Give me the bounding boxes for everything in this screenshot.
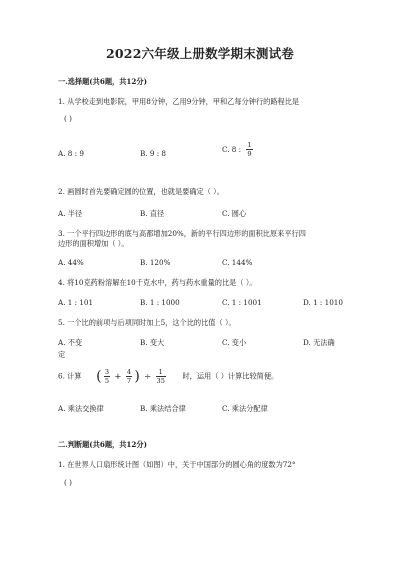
page-title: 2022六年级上册数学期末测试卷 [106, 46, 294, 61]
question-5-text: 5. 一个比的前项与后项同时加上5，这个比的比值（ ）。 [58, 318, 236, 327]
question-3-option-a: A. 44% [58, 258, 84, 267]
question-4-text: 4. 将10克药粉溶解在10千克水中，药与药水重量的比是（ ）。 [58, 278, 257, 287]
question-1-option-c [222, 141, 253, 158]
question-1-answer-blank: ( ) [64, 114, 72, 123]
fraction-denominator: 9 [247, 150, 252, 158]
fraction-denominator: 35 [156, 377, 165, 385]
question-6-suffix: 时，运用（ ）计算比较简便。 [182, 371, 279, 381]
question-4-option-d: D. 1 : 1010 [303, 298, 343, 307]
question-3-option-c: C. 144% [222, 258, 253, 267]
question-4-option-c: C. 1 : 1001 [222, 298, 262, 307]
question-5-option-c: C. 变小 [222, 338, 247, 347]
question-6-prefix: 6. 计算 [58, 371, 82, 381]
question-6-option-b: B. 乘法结合律 [140, 404, 186, 413]
question-6-fraction-3 [156, 368, 166, 385]
question-6-fraction-1 [104, 368, 110, 385]
fraction-numerator: 1 [247, 141, 252, 149]
fraction-numerator: 4 [126, 368, 132, 376]
question-6-option-c: C. 乘法分配律 [222, 404, 268, 413]
question-1-option-c-fraction [246, 141, 252, 158]
question-1-option-b: B. 9 : 8 [140, 149, 166, 158]
question-4-option-b: B. 1 : 1000 [140, 298, 180, 307]
question-6-option-a: A. 乘法交换律 [58, 404, 104, 413]
right-paren: ) [134, 368, 140, 385]
question-2-option-b: B. 直径 [140, 209, 165, 218]
question-4-option-a: A. 1 : 101 [58, 298, 94, 307]
question-5-option-b: B. 变大 [140, 338, 165, 347]
judge-question-1-answer-blank: ( ) [64, 478, 72, 487]
question-2-option-a: A. 半径 [58, 209, 83, 218]
section-heading-choice: 一.选择题(共6题，共12分) [58, 77, 147, 86]
question-3-text-line1: 3. 一个平行四边形的底与高都增加20%，新的平行四边形的面积比原来平行四 [58, 229, 306, 238]
question-6-text [58, 368, 278, 385]
question-5-option-d-line1: D. 无法确 [303, 338, 335, 347]
fraction-denominator: 7 [126, 377, 132, 385]
question-5-option-a: A. 不变 [58, 338, 83, 347]
question-6-fraction-2 [126, 368, 132, 385]
left-paren: ( [96, 368, 102, 385]
fraction-numerator: 1 [156, 368, 166, 377]
fraction-denominator: 5 [104, 377, 110, 385]
question-1-text: 1. 从学校走到电影院，甲用8分钟，乙用9分钟，甲和乙每分钟行的路程比是 [58, 97, 300, 106]
divide-sign: ÷ [144, 371, 152, 382]
question-5-option-d-line2: 定 [58, 350, 66, 359]
question-1-option-a: A. 8 : 9 [58, 149, 84, 158]
question-3-option-b: B. 120% [140, 258, 171, 267]
plus-sign: + [114, 371, 122, 382]
question-2-option-c: C. 圆心 [222, 209, 247, 218]
question-1-option-c-prefix: C. 8 : [222, 145, 242, 154]
question-2-text: 2. 画圆时首先要确定圆的位置，也就是要确定（ ）。 [58, 187, 224, 196]
judge-question-1-text: 1. 在世界人口扇形统计图（如图）中，关于中国部分的圆心角的度数为72° [58, 460, 296, 469]
section-heading-judge: 二.判断题(共6题，共12分) [58, 440, 147, 449]
fraction-numerator: 3 [104, 368, 110, 376]
question-3-text-line2: 边形的面积增加（ ）。 [58, 239, 129, 248]
